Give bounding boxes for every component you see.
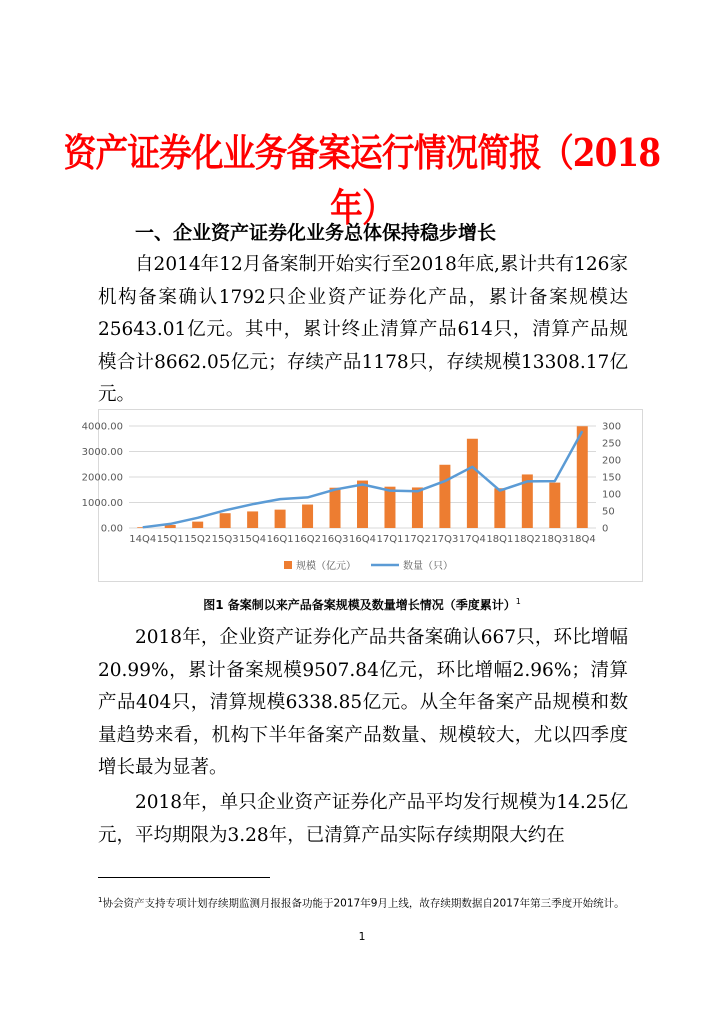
footnote-ref: 1 xyxy=(515,597,521,606)
bar xyxy=(412,487,423,528)
bar xyxy=(330,488,341,528)
x-tick-label: 15Q1 xyxy=(156,534,184,545)
x-tick-label: 16Q3 xyxy=(321,534,349,545)
x-tick-label: 18Q1 xyxy=(486,534,514,545)
bar-line-chart xyxy=(81,410,642,581)
figure-caption xyxy=(0,596,724,613)
x-tick-label: 18Q4 xyxy=(568,534,596,545)
bar xyxy=(247,511,258,528)
right-tick-label: 150 xyxy=(602,472,622,484)
paragraph-2: 2018年，企业资产证券化产品共备案确认667只，环比增幅20.99%，累计备案规模9507.84亿元，环比增幅2.96%；清算产品404只，清算规模6338.85亿元。从全年备案产品规模和数量趋势来看，机构下半年备案产品数量、规模较大，尤以四季度增长最为显著。 xyxy=(98,627,628,778)
left-tick-label: 3000.00 xyxy=(81,447,123,458)
paragraph-3: 2018年，单只企业资产证券化产品平均发行规模为14.25亿元，平均期限为3.28年，已清算产品实际存续期限大约在 xyxy=(98,792,628,846)
x-tick-label: 14Q4 xyxy=(129,534,157,545)
bar xyxy=(384,487,395,528)
bar xyxy=(275,510,286,528)
x-tick-label: 17Q2 xyxy=(403,534,431,545)
legend-swatch-bars xyxy=(284,561,292,569)
bar xyxy=(494,488,505,528)
legend-label-bars: 规模（亿元） xyxy=(296,561,356,572)
footnote-text: 协会资产支持专项计划存续期监测月报报备功能于2017年9月上线，故存续期数据自2017年第三季度开始统计。 xyxy=(102,897,625,910)
x-tick-label: 17Q4 xyxy=(458,534,486,545)
x-tick-label: 17Q1 xyxy=(376,534,404,545)
paragraph-1: 自2014年12月备案制开始实行至2018年底,累计共有126家机构备案确认1792只企业资产证券化产品，累计备案规模达25643.01亿元。其中，累计终止清算产品614只，清算产品规模合计8662.05亿元；存续产品1178只，存续规模13308.17亿元。 xyxy=(98,254,628,405)
right-tick-label: 200 xyxy=(602,455,622,467)
legend-label-line: 数量（只） xyxy=(403,561,453,572)
right-tick-label: 250 xyxy=(602,438,622,450)
bar xyxy=(577,426,588,528)
right-tick-label: 300 xyxy=(602,421,622,433)
x-tick-label: 16Q1 xyxy=(266,534,294,545)
left-tick-label: 2000.00 xyxy=(81,472,123,484)
x-tick-label: 15Q2 xyxy=(184,534,212,545)
right-tick-label: 50 xyxy=(602,506,615,518)
footnote-divider xyxy=(98,877,270,878)
page-number: 1 xyxy=(358,930,366,943)
footnote xyxy=(98,890,628,914)
x-tick-label: 16Q2 xyxy=(294,534,322,545)
footnote-mark: 1 xyxy=(98,896,103,904)
right-tick-label: 100 xyxy=(602,489,622,501)
chart-container xyxy=(81,409,643,582)
left-tick-label: 4000.00 xyxy=(81,421,123,433)
left-tick-label: 1000.00 xyxy=(81,498,123,509)
bar xyxy=(302,505,313,528)
x-tick-label: 15Q4 xyxy=(239,534,267,545)
x-tick-label: 16Q4 xyxy=(349,534,376,545)
bar xyxy=(549,483,560,528)
bar xyxy=(192,522,203,528)
section-heading: 一、企业资产证券化业务总体保持稳步增长 xyxy=(135,222,497,244)
x-tick-label: 15Q3 xyxy=(211,534,239,545)
bar xyxy=(220,513,231,528)
x-tick-label: 18Q2 xyxy=(513,534,541,545)
bar xyxy=(357,481,368,528)
x-tick-label: 18Q3 xyxy=(541,534,569,545)
bar xyxy=(467,439,478,528)
x-tick-label: 17Q3 xyxy=(431,534,459,545)
bar xyxy=(439,465,450,528)
left-tick-label: 0.00 xyxy=(100,523,123,535)
figure-caption-text: 图1 备案制以来产品备案规模及数量增长情况（季度累计） xyxy=(203,598,516,612)
page-title: 资产证券化业务备案运行情况简报（2018年） xyxy=(63,130,661,230)
right-tick-label: 0 xyxy=(602,523,609,535)
